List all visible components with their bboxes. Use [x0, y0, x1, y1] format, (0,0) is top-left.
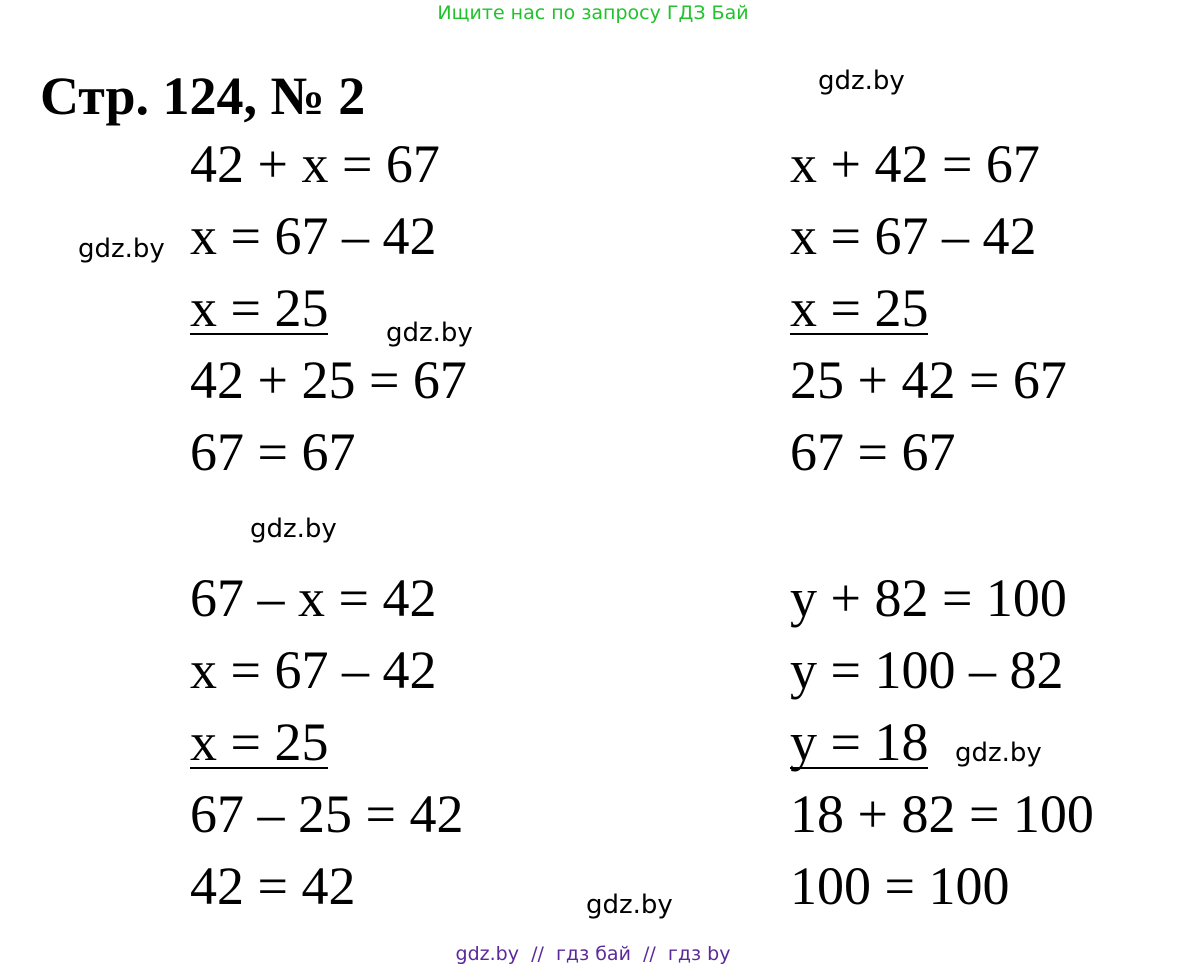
watermark: gdz.by — [955, 738, 1042, 768]
watermark: gdz.by — [250, 514, 337, 544]
equation-check-result: 42 = 42 — [190, 856, 356, 916]
equation-line: x + 42 = 67 — [790, 134, 1040, 194]
equation-line: y = 100 – 82 — [790, 640, 1064, 700]
equation-line: 67 – x = 42 — [190, 568, 437, 628]
equation-line: x = 67 – 42 — [190, 206, 437, 266]
equation-block — [790, 562, 1094, 922]
watermark: gdz.by — [818, 66, 905, 96]
equation-block — [790, 128, 1067, 488]
equation-line: x = 67 – 42 — [790, 206, 1037, 266]
equation-check: 67 – 25 = 42 — [190, 784, 464, 844]
equation-block — [190, 562, 463, 922]
equation-check: 42 + 25 = 67 — [190, 350, 467, 410]
equation-check: 25 + 42 = 67 — [790, 350, 1067, 410]
equation-check-result: 67 = 67 — [790, 422, 956, 482]
equation-answer: y = 18 — [790, 712, 929, 772]
equation-check: 18 + 82 = 100 — [790, 784, 1094, 844]
equation-line: x = 67 – 42 — [190, 640, 437, 700]
watermark: gdz.by — [78, 234, 165, 264]
top-banner[interactable]: Ищите нас по запросу ГДЗ Бай — [437, 2, 749, 24]
equation-line: 42 + x = 67 — [190, 134, 440, 194]
equation-check-result: 100 = 100 — [790, 856, 1010, 916]
equation-check-result: 67 = 67 — [190, 422, 356, 482]
equation-answer: x = 25 — [790, 278, 929, 338]
watermark: gdz.by — [586, 890, 673, 920]
equation-line: y + 82 = 100 — [790, 568, 1067, 628]
page-title: Стр. 124, № 2 — [40, 66, 366, 126]
equation-answer: x = 25 — [190, 278, 329, 338]
equation-answer: x = 25 — [190, 712, 329, 772]
equation-block — [190, 128, 467, 488]
watermark: gdz.by — [386, 318, 473, 348]
footer-links[interactable]: gdz.by // гдз бай // гдз by — [455, 943, 731, 965]
